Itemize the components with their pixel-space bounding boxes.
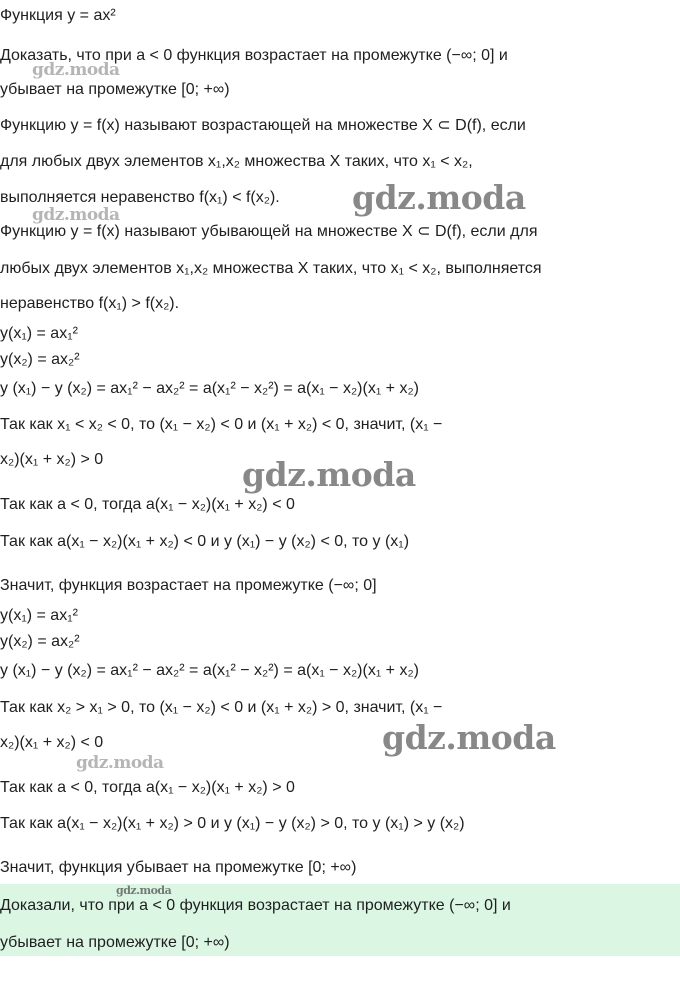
solution-line: Функцию y = f(x) называют возрастающей на множестве X ⊂ D(f), если bbox=[0, 117, 526, 134]
solution-line: Так как a(x₁ − x₂)(x₁ + x₂) < 0 и y (x₁) − y (x₂) < 0, то y (x₁) bbox=[0, 533, 410, 550]
solution-line: Так как a(x₁ − x₂)(x₁ + x₂) > 0 и y (x₁) − y (x₂) > 0, то y (x₁) > y (x₂) bbox=[0, 815, 465, 832]
solution-line: для любых двух элементов x₁,x₂ множества X таких, что x₁ < x₂, bbox=[0, 153, 473, 170]
solution-line: Так как x₂ > x₁ > 0, то (x₁ − x₂) < 0 и (x₁ + x₂) > 0, значит, (x₁ − bbox=[0, 699, 443, 716]
solution-line: y(x₂) = ax₂² bbox=[0, 633, 80, 650]
solution-line: Значит, функция убывает на промежутке [0; +∞) bbox=[0, 859, 357, 876]
watermark: gdz.moda bbox=[242, 455, 416, 494]
solution-line: убывает на промежутке [0; +∞) bbox=[0, 934, 230, 951]
solution-line: x₂)(x₁ + x₂) < 0 bbox=[0, 734, 104, 751]
solution-line: Так как a < 0, тогда a(x₁ − x₂)(x₁ + x₂) > 0 bbox=[0, 779, 295, 796]
solution-line: любых двух элементов x₁,x₂ множества X таких, что x₁ < x₂, выполняется bbox=[0, 260, 542, 277]
solution-line: y(x₁) = ax₁² bbox=[0, 325, 78, 342]
watermark: gdz.moda bbox=[32, 205, 120, 225]
solution-line: Функцию y = f(x) называют убывающей на множестве X ⊂ D(f), если для bbox=[0, 223, 538, 240]
solution-line: Так как a < 0, тогда a(x₁ − x₂)(x₁ + x₂) < 0 bbox=[0, 496, 295, 513]
solution-line: y(x₂) = ax₂² bbox=[0, 351, 80, 368]
solution-line: Доказали, что при a < 0 функция возрастает на промежутке (−∞; 0] и bbox=[0, 897, 511, 914]
watermark: gdz.moda bbox=[32, 60, 120, 80]
solution-line: неравенство f(x₁) > f(x₂). bbox=[0, 295, 180, 312]
watermark: gdz.moda bbox=[382, 718, 556, 757]
watermark: gdz.moda bbox=[116, 884, 172, 897]
solution-line: убывает на промежутке [0; +∞) bbox=[0, 81, 230, 98]
solution-line: x₂)(x₁ + x₂) > 0 bbox=[0, 451, 104, 468]
solution-line: y(x₁) = ax₁² bbox=[0, 607, 78, 624]
solution-line: y (x₁) − y (x₂) = ax₁² − ax₂² = a(x₁² − x₂²) = a(x₁ − x₂)(x₁ + x₂) bbox=[0, 380, 419, 397]
solution-line: выполняется неравенство f(x₁) < f(x₂). bbox=[0, 189, 280, 206]
watermark: gdz.moda bbox=[352, 178, 526, 217]
solution-line: Доказать, что при a < 0 функция возрастает на промежутке (−∞; 0] и bbox=[0, 47, 508, 64]
solution-line: Функция y = ax² bbox=[0, 7, 116, 24]
watermark: gdz.moda bbox=[76, 753, 164, 773]
solution-line: Значит, функция возрастает на промежутке (−∞; 0] bbox=[0, 577, 377, 594]
solution-line: Так как x₁ < x₂ < 0, то (x₁ − x₂) < 0 и (x₁ + x₂) < 0, значит, (x₁ − bbox=[0, 416, 443, 433]
solution-line: y (x₁) − y (x₂) = ax₁² − ax₂² = a(x₁² − x₂²) = a(x₁ − x₂)(x₁ + x₂) bbox=[0, 662, 419, 679]
